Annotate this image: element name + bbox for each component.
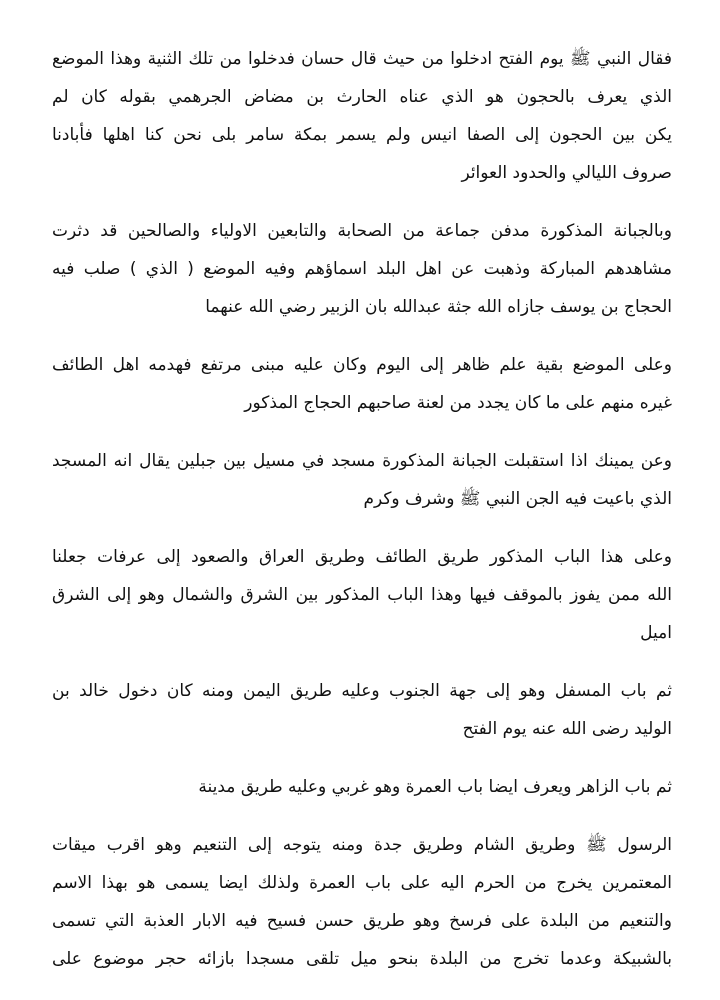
paragraph-5 bbox=[52, 538, 672, 652]
text-line: اميل bbox=[640, 623, 672, 643]
text-line: وبالجبانة المذكورة مدفن جماعة من الصحابة والتابعين الاولياء والصالحين قد دثرت bbox=[52, 221, 672, 241]
paragraph-4 bbox=[52, 442, 672, 518]
text-line: الله ممن يفوز بالموقف فيها وهذا الباب المذكور بين الشرق والشمال وهو إلى الشرق bbox=[52, 585, 672, 605]
text-line: الذي يعرف بالحجون هو الذي عناه الحارث بن مضاض الجرهمي بقوله كان لم bbox=[52, 87, 672, 107]
text-line: ثم باب الزاهر ويعرف ايضا باب العمرة وهو غربي وعليه طريق مدينة bbox=[198, 777, 672, 797]
text-line: الذي باعيت فيه الجن النبي ﷺ وشرف وكرم bbox=[363, 489, 672, 509]
text-line: غيره منهم على ما كان يجدد من لعنة صاحبهم الحجاج المذكور bbox=[244, 393, 672, 413]
text-line: يكن بين الحجون إلى الصفا انيس ولم يسمر بمكة سامر بلى نحن كنا اهلها فأبادنا bbox=[52, 125, 672, 145]
paragraph-7 bbox=[52, 768, 672, 806]
paragraph-3 bbox=[52, 346, 672, 422]
text-line: بالشبيكة وعدما تخرج من البلدة بنحو ميل تلقى مسجدا بازائه حجر موضوع على bbox=[52, 949, 672, 969]
text-line: الوليد رضى الله عنه يوم الفتح bbox=[462, 719, 672, 739]
text-line: مشاهدهم المباركة وذهبت عن اهل البلد اسماؤهم وفيه الموضع ( الذي ) صلب فيه bbox=[52, 259, 672, 279]
text-line: الحجاج بن يوسف جازاه الله جثة عبدالله بان الزبير رضي الله عنهما bbox=[205, 297, 672, 317]
text-line: المعتمرين يخرج من الحرم اليه على باب العمرة ولذلك ايضا يسمى هو بهذا الاسم bbox=[52, 873, 672, 893]
document-page bbox=[52, 40, 672, 998]
paragraph-6 bbox=[52, 672, 672, 748]
text-line: ثم باب المسفل وهو إلى جهة الجنوب وعليه طريق اليمن ومنه كان دخول خالد بن bbox=[52, 681, 672, 701]
paragraph-1 bbox=[52, 40, 672, 192]
text-line: صروف الليالي والحدود العوائر bbox=[461, 163, 672, 183]
text-line: وعلى الموضع بقية علم ظاهر إلى اليوم وكان عليه مبنى مرتفع فهدمه اهل الطائف bbox=[52, 355, 672, 375]
text-line: وعن يمينك اذا استقبلت الجبانة المذكورة مسجد في مسيل بين جبلين يقال انه المسجد bbox=[52, 451, 672, 471]
text-line: الرسول ﷺ وطريق الشام وطريق جدة ومنه يتوجه إلى التنعيم وهو اقرب ميقات bbox=[52, 835, 672, 855]
paragraph-2 bbox=[52, 212, 672, 326]
text-line: والتنعيم من البلدة على فرسخ وهو طريق حسن فسيح فيه الابار العذبة التي تسمى bbox=[52, 911, 672, 931]
text-line: فقال النبي ﷺ يوم الفتح ادخلوا من حيث قال حسان فدخلوا من تلك الثنية وهذا الموضع bbox=[52, 49, 672, 69]
text-line: وعلى هذا الباب المذكور طريق الطائف وطريق العراق والصعود إلى عرفات جعلنا bbox=[52, 547, 672, 567]
paragraph-8 bbox=[52, 826, 672, 978]
